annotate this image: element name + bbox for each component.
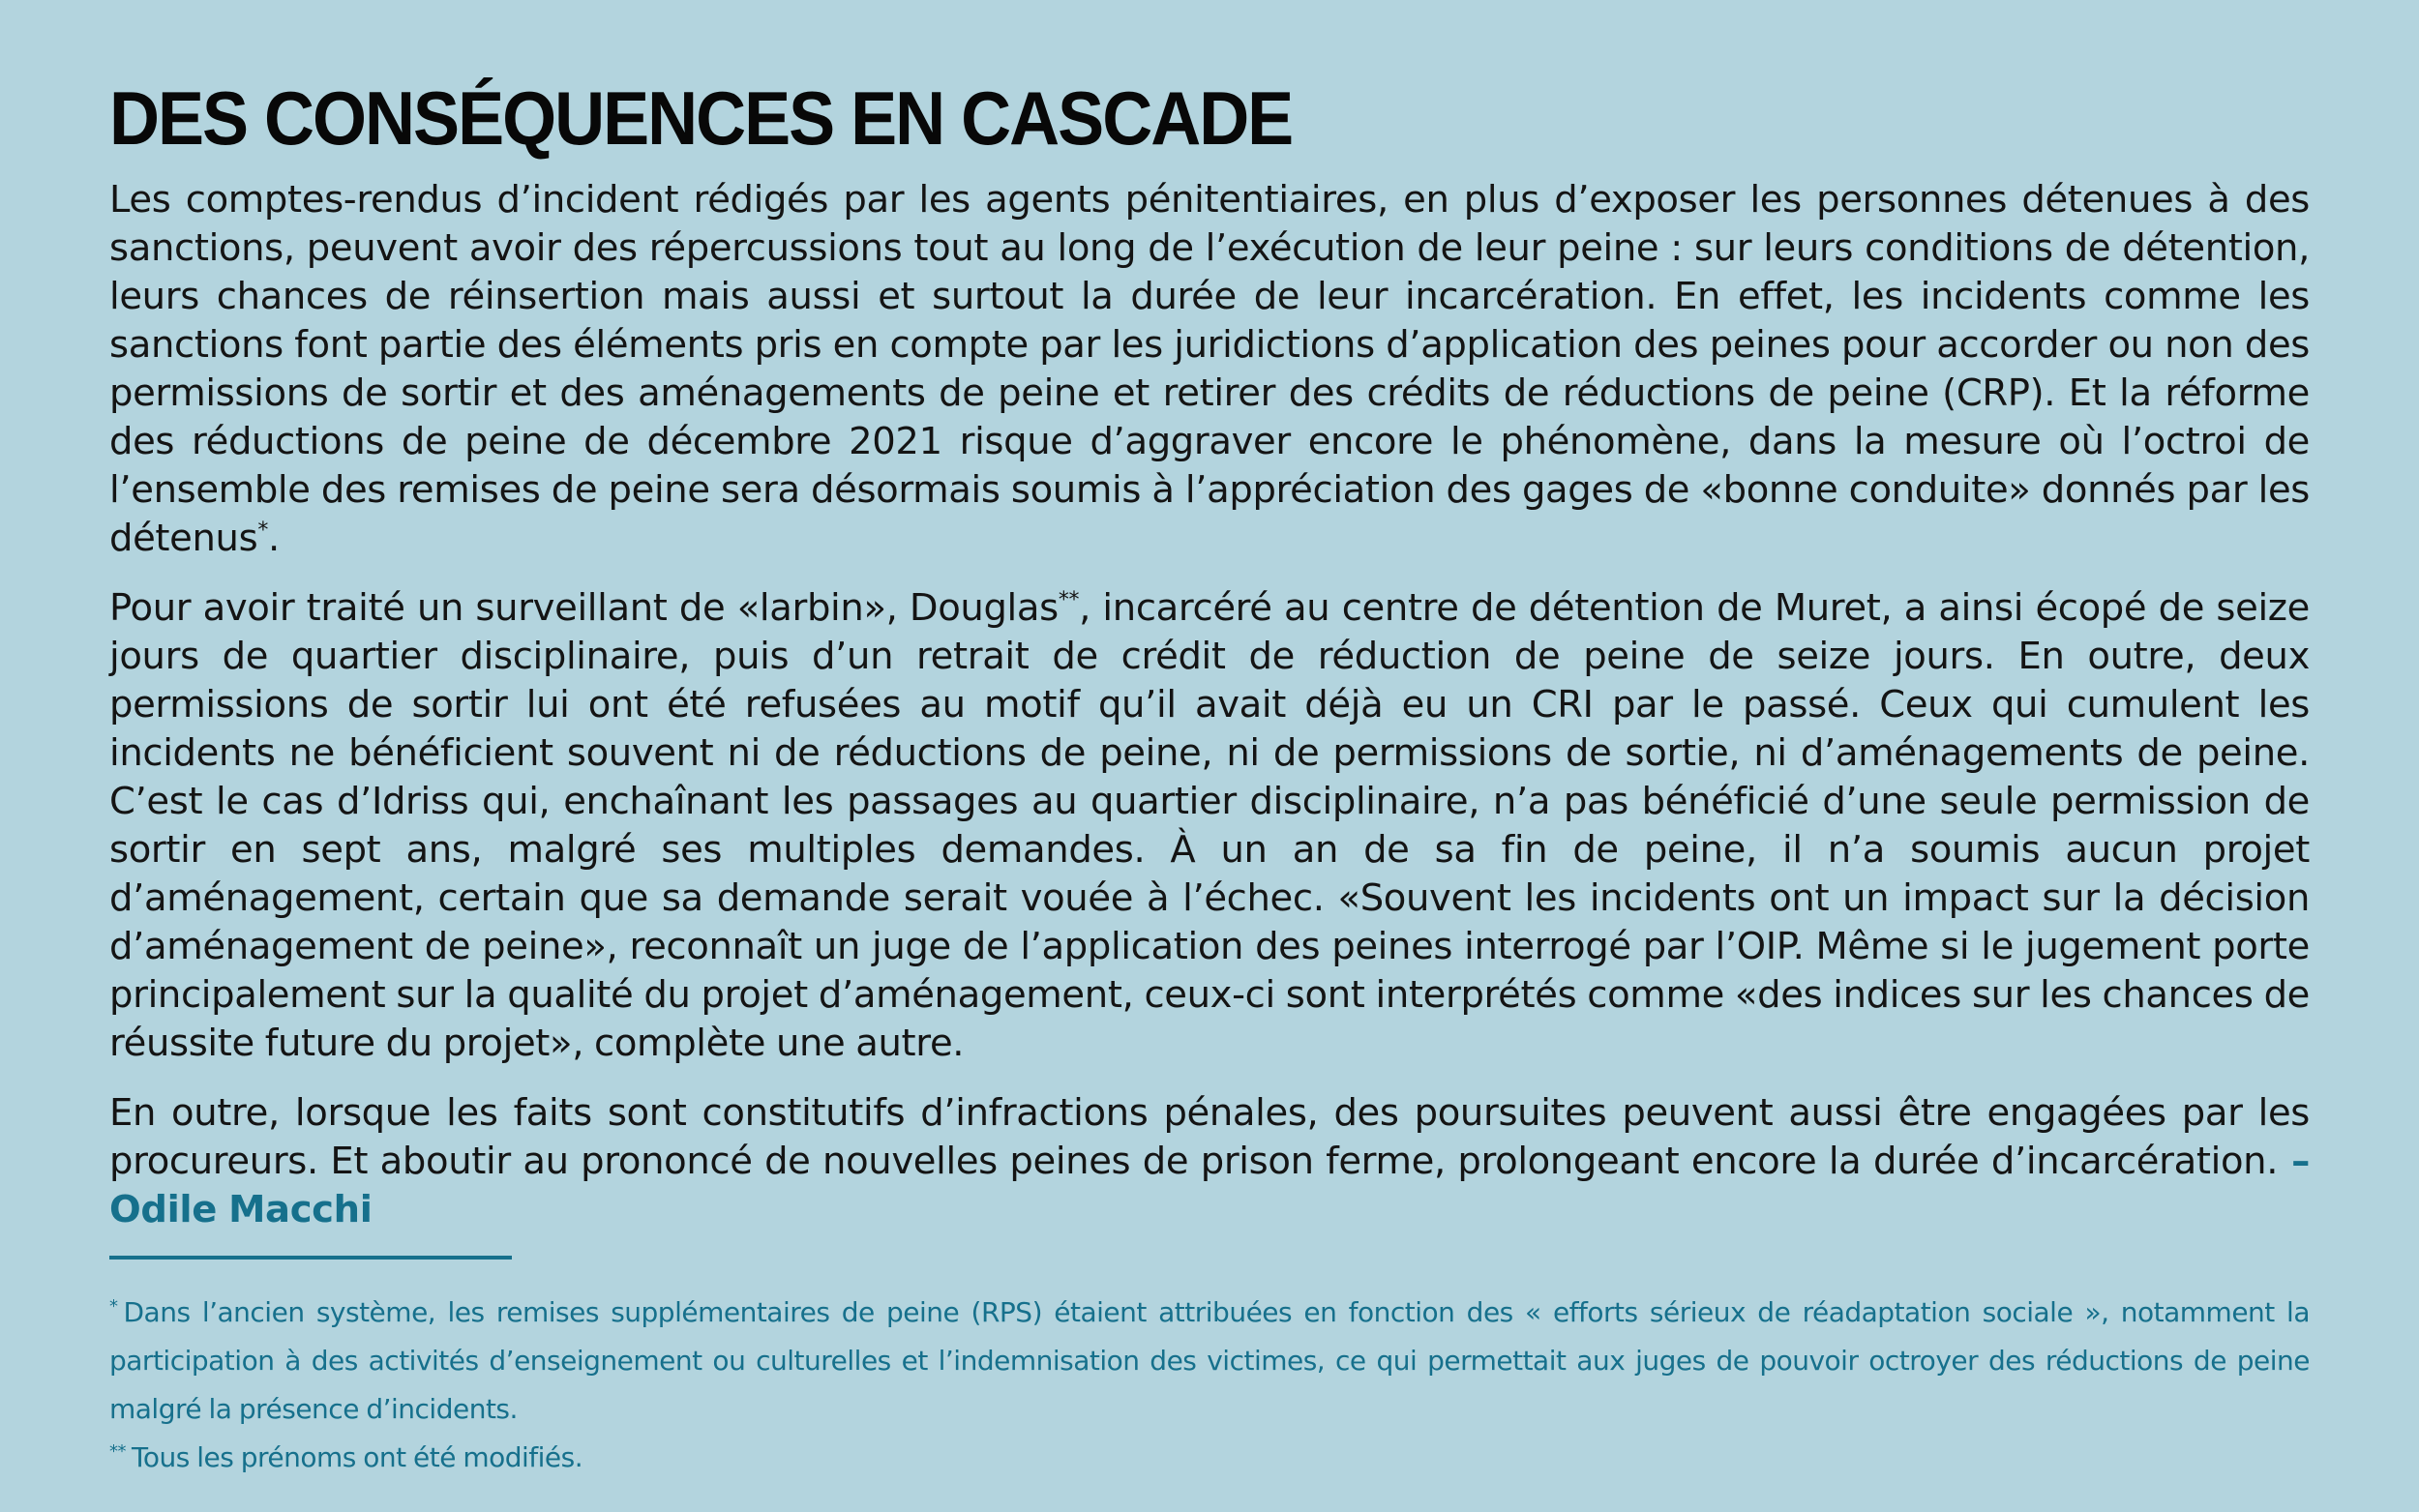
footnote-1-text: Dans l’ancien système, les remises supplémentaires de peine (RPS) étaient attribuées en fonction des « efforts sérieux de réadaptation sociale », notamment la participation à des activités d’enseignement ou culturelles et l’indemnisation des victimes, ce qui permettait aux juges de pouvoir octroyer des réductions de peine malgré la présence d’incidents. — [109, 1296, 2310, 1425]
footnote-2 — [109, 1434, 2310, 1482]
paragraph-2-before: Pour avoir traité un surveillant de «larbin», Douglas — [109, 586, 1059, 630]
author-signature: – Odile Macchi — [109, 1140, 2310, 1231]
paragraph-2-after: , incarcéré au centre de détention de Muret, a ainsi écopé de seize jours de quartier disciplinaire, puis d’un retrait de crédit de réduction de peine de seize jours. En outre, deux permissions de sortir lui ont été refusées au motif qu’il avait déjà eu un CRI par le passé. Ceux qui cumulent les incidents ne bénéficient souvent ni de réductions de peine, ni de permissions de sortie, ni d’aménagements de peine. C’est le cas d’Idriss qui, enchaînant les passages au quartier disciplinaire, n’a pas bénéficié d’une seule permission de sortir en sept ans, malgré ses multiples demandes. À un an de sa fin de peine, il n’a soumis aucun projet d’aménagement, certain que sa demande serait vouée à l’échec. «Souvent les incidents ont un impact sur la décision d’aménagement de peine», reconnaît un juge de l’application des peines interrogé par l’OIP. Même si le jugement porte principalement sur la qualité du projet d’aménagement, ceux-ci sont interprétés comme «des indices sur les chances de réussite future du projet», complète une autre. — [109, 586, 2310, 1065]
article — [109, 77, 2310, 1482]
footnote-2-text: Tous les prénoms ont été modifiés. — [132, 1441, 583, 1473]
article-title: DES CONSÉQUENCES EN CASCADE — [109, 77, 1293, 162]
footnote-marker-2[interactable]: ** — [1058, 588, 1080, 613]
paragraph-3 — [109, 1089, 2310, 1234]
paragraph-1-text: Les comptes-rendus d’incident rédigés par les agents pénitentiaires, en plus d’exposer les personnes détenues à des sanctions, peuvent avoir des répercussions tout au long de l’exécution de leur peine : sur leurs conditions de détention, leurs chances de réinsertion mais aussi et surtout la durée de leur incarcération. En effet, les incidents comme les sanctions font partie des éléments pris en compte par les juridictions d’application des peines pour accorder ou non des permissions de sortir et des aménagements de peine et retirer des crédits de réductions de peine (CRP). Et la réforme des réductions de peine de décembre 2021 risque d’aggraver encore le phénomène, dans la mesure où l’octroi de l’ensemble des remises de peine sera désormais soumis à l’appréciation des gages de «bonne conduite» donnés par les détenus — [109, 178, 2310, 560]
paragraph-1-tail: . — [267, 517, 280, 560]
paragraph-2 — [109, 584, 2310, 1068]
paragraph-1 — [109, 176, 2310, 563]
footnote-marker-1[interactable]: * — [257, 519, 268, 544]
footnote-1-marker: * — [109, 1295, 118, 1317]
footnote-2-marker: ** — [109, 1440, 126, 1462]
paragraph-3-text: En outre, lorsque les faits sont constitutifs d’infractions pénales, des poursuites peuvent aussi être engagées par les procureurs. Et aboutir au prononcé de nouvelles peines de prison ferme, prolongeant encore la durée d’incarcération. — [109, 1091, 2310, 1183]
footnote-divider — [109, 1256, 512, 1260]
footnote-1 — [109, 1289, 2310, 1434]
